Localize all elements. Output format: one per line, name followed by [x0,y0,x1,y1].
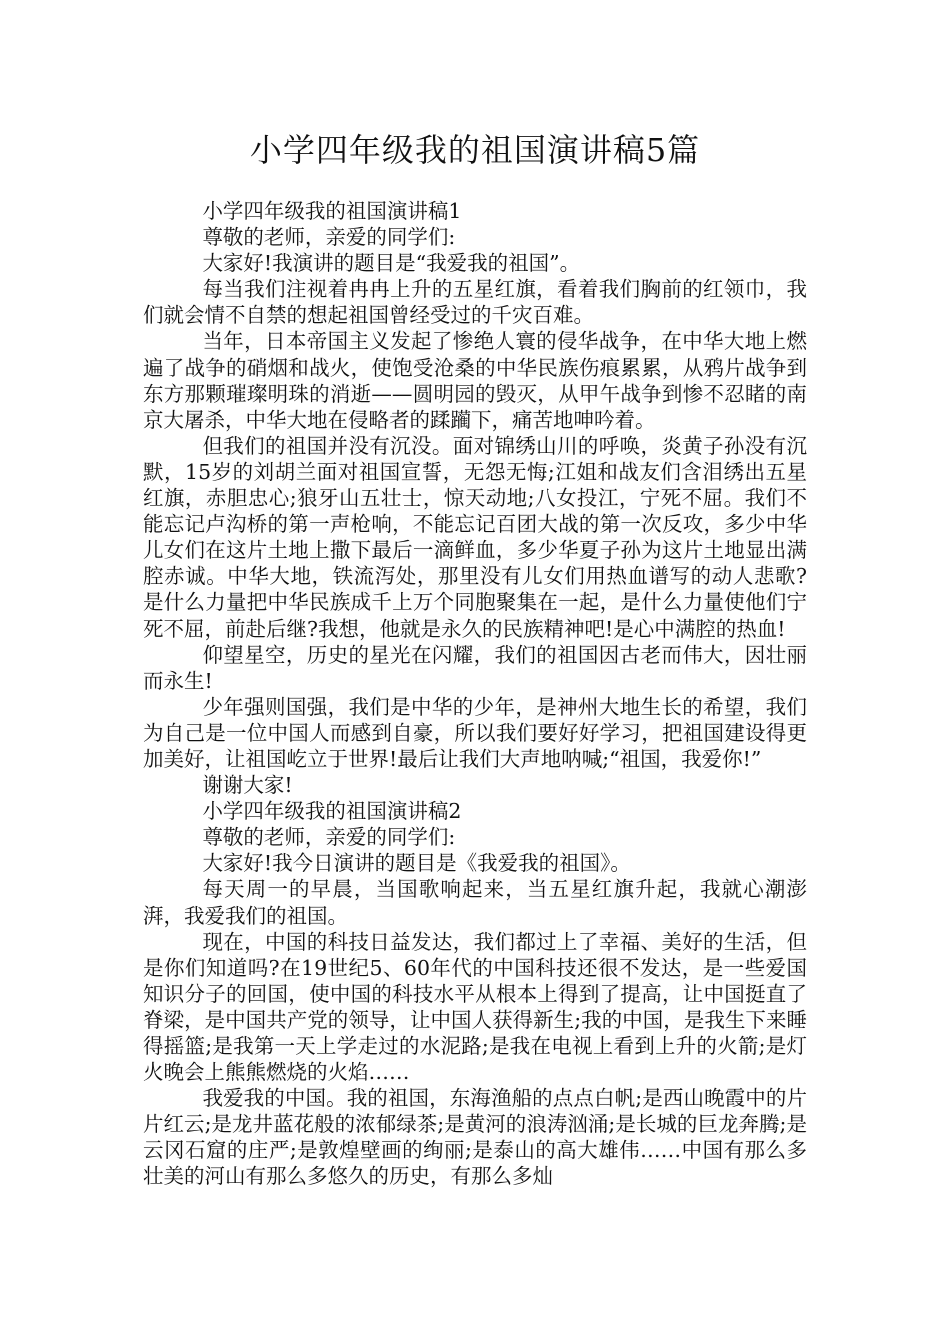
paragraph: 现在，中国的科技日益发达，我们都过上了幸福、美好的生活，但是你们知道吗?在19世纪5、60年代的中国科技还很不发达，是一些爱国知识分子的回国，使中国的科技水平从根本上得到了提高，让中国挺直了脊梁，是中国共产党的领导，让中国人获得新生;我的中国，是我生下来睡得摇篮;是我第一天上学走过的水泥路;是我在电视上看到上升的火箭;是灯火晚会上熊熊燃烧的火焰…… [143,929,807,1085]
paragraph: 每天周一的早晨，当国歌响起来，当五星红旗升起，我就心潮澎湃，我爱我们的祖国。 [143,877,807,928]
paragraph: 少年强则国强，我们是中华的少年，是神州大地生长的希望，我们为自己是一位中国人而感到自豪，所以我们要好好学习，把祖国建设得更加美好，让祖国屹立于世界!最后让我们大声地呐喊;“祖国，我爱你!” [143,694,807,771]
paragraph: 每当我们注视着冉冉上升的五星红旗，看着我们胸前的红领巾，我们就会情不自禁的想起祖国曾经受过的千灾百难。 [143,277,807,328]
closing-1: 谢谢大家! [202,773,293,798]
paragraph: 仰望星空，历史的星光在闪耀，我们的祖国因古老而伟大，因壮丽而永生! [143,642,807,693]
document-body [143,198,807,1190]
document-title: 小学四年级我的祖国演讲稿5篇 [249,131,701,169]
paragraph: 我爱我的中国。我的祖国，东海渔船的点点白帆;是西山晚霞中的片片红云;是龙井蓝花般的浓郁绿茶;是黄河的浪涛汹涌;是长城的巨龙奔腾;是云冈石窟的庄严;是敦煌壁画的绚丽;是泰山的高大雄伟……中国有那么多壮美的河山有那么多悠久的历史，有那么多灿 [143,1086,807,1189]
salutation-2: 尊敬的老师，亲爱的同学们: [202,825,456,850]
paragraph: 但我们的祖国并没有沉没。面对锦绣山川的呼唤，炎黄子孙没有沉默，15岁的刘胡兰面对祖国宣誓，无怨无悔;江姐和战友们含泪绣出五星红旗，赤胆忠心;狼牙山五壮士，惊天动地;八女投江，宁死不屈。我们不能忘记卢沟桥的第一声枪响，不能忘记百团大战的第一次反攻，多少中华儿女们在这片土地上撒下最后一滴鲜血，多少华夏子孙为这片土地显出满腔赤诚。中华大地，铁流泻处，那里没有儿女们用热血谱写的动人悲歌?是什么力量把中华民族成千上万个同胞聚集在一起，是什么力量使他们宁死不屈，前赴后继?我想，他就是永久的民族精神吧!是心中满腔的热血! [143,433,807,641]
salutation-1: 尊敬的老师，亲爱的同学们: [202,225,456,250]
paragraph-greeting-2: 大家好!我今日演讲的题目是《我爱我的祖国》。 [202,851,631,876]
section-heading-1: 小学四年级我的祖国演讲稿1 [202,199,462,223]
section-heading-2: 小学四年级我的祖国演讲稿2 [202,799,462,824]
paragraph-greeting-1: 大家好!我演讲的题目是“我爱我的祖国”。 [202,251,581,276]
paragraph: 当年，日本帝国主义发起了惨绝人寰的侵华战争，在中华大地上燃遍了战争的硝烟和战火，使饱受沧桑的中华民族伤痕累累，从鸦片战争到东方那颗璀璨明珠的消逝——圆明园的毁灭，从甲午战争到惨不忍睹的南京大屠杀，中华大地在侵略者的蹂躏下，痛苦地呻吟着。 [143,329,807,432]
